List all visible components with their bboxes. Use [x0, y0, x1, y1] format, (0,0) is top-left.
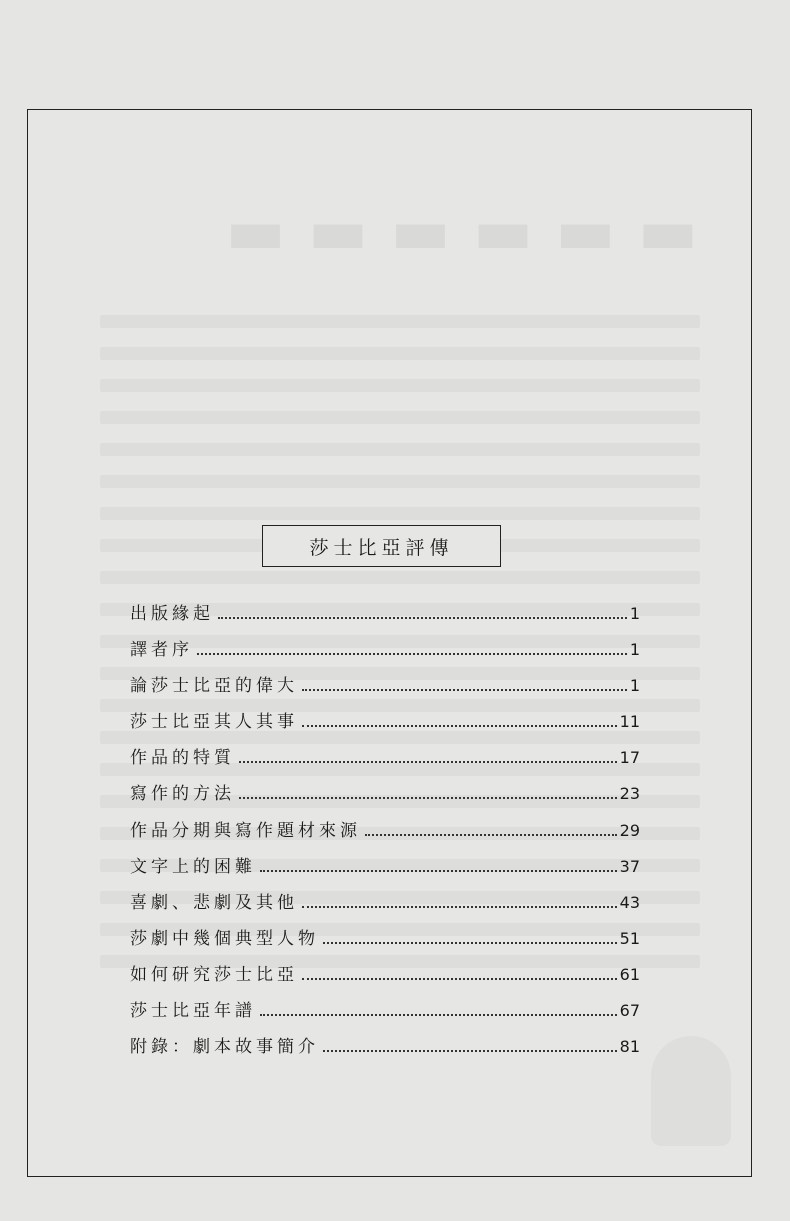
- toc-entry[interactable]: [130, 816, 640, 852]
- toc-entry[interactable]: [130, 1032, 640, 1068]
- toc-entry-title: 出版緣起: [130, 604, 214, 624]
- toc-entry-page-number: 1: [629, 604, 640, 623]
- toc-entry-page-number: 51: [619, 928, 640, 948]
- toc-entry[interactable]: [130, 599, 640, 635]
- show-through-portrait: [651, 1036, 731, 1146]
- table-of-contents: [130, 599, 640, 1068]
- toc-entry-title: 作品的特質: [130, 748, 235, 769]
- toc-entry-page-number: 37: [619, 856, 640, 876]
- dot-leader: [302, 725, 617, 727]
- toc-entry-page-number: 81: [619, 1037, 640, 1057]
- toc-entry-title: 附錄：劇本故事簡介: [130, 1037, 319, 1058]
- toc-entry-page-number: 11: [619, 712, 640, 732]
- toc-entry-page-number: 67: [619, 1001, 640, 1021]
- toc-entry-title: 作品分期與寫作題材來源: [130, 820, 361, 841]
- toc-entry-title: 莎劇中幾個典型人物: [130, 928, 319, 949]
- dot-leader: [218, 617, 627, 619]
- toc-entry[interactable]: [130, 888, 640, 924]
- toc-entry[interactable]: [130, 852, 640, 888]
- toc-entry-title: 如何研究莎士比亞: [130, 964, 298, 985]
- toc-entry-title: 文字上的困難: [130, 856, 256, 877]
- toc-entry-title: 譯者序: [130, 640, 193, 661]
- dot-leader: [260, 1014, 617, 1016]
- toc-entry-title: 莎士比亞年譜: [130, 1001, 256, 1022]
- dot-leader: [239, 797, 617, 799]
- dot-leader: [239, 761, 617, 763]
- toc-entry[interactable]: [130, 743, 640, 779]
- toc-entry-page-number: 1: [629, 676, 640, 696]
- toc-entry-title: 寫作的方法: [130, 784, 235, 805]
- contents-heading: [262, 525, 501, 567]
- toc-entry-page-number: 17: [619, 748, 640, 768]
- toc-entry-title: 喜劇、悲劇及其他: [130, 892, 298, 913]
- dot-leader: [302, 689, 627, 691]
- dot-leader: [302, 978, 617, 980]
- toc-entry-page-number: 43: [619, 892, 640, 912]
- dot-leader: [197, 653, 627, 655]
- show-through-text: ▬▬▬▬▬▬: [203, 195, 698, 269]
- toc-entry-page-number: 23: [619, 784, 640, 804]
- heading-text: 莎士比亞評傳: [309, 536, 454, 559]
- dot-leader: [260, 870, 617, 872]
- dot-leader: [302, 906, 617, 908]
- toc-entry[interactable]: [130, 635, 640, 671]
- toc-entry-title: 論莎士比亞的偉大: [130, 676, 298, 697]
- toc-entry-page-number: 29: [619, 820, 640, 840]
- page-frame: [27, 109, 752, 1177]
- toc-entry-page-number: 1: [629, 640, 640, 660]
- dot-leader: [323, 1050, 617, 1052]
- toc-entry-page-number: 61: [619, 964, 640, 984]
- toc-entry-title: 莎士比亞其人其事: [130, 712, 298, 733]
- toc-entry[interactable]: [130, 924, 640, 960]
- toc-entry[interactable]: [130, 671, 640, 707]
- toc-entry[interactable]: [130, 960, 640, 996]
- dot-leader: [365, 834, 617, 836]
- toc-entry[interactable]: [130, 996, 640, 1032]
- dot-leader: [323, 942, 617, 944]
- toc-entry[interactable]: [130, 707, 640, 743]
- toc-entry[interactable]: [130, 779, 640, 815]
